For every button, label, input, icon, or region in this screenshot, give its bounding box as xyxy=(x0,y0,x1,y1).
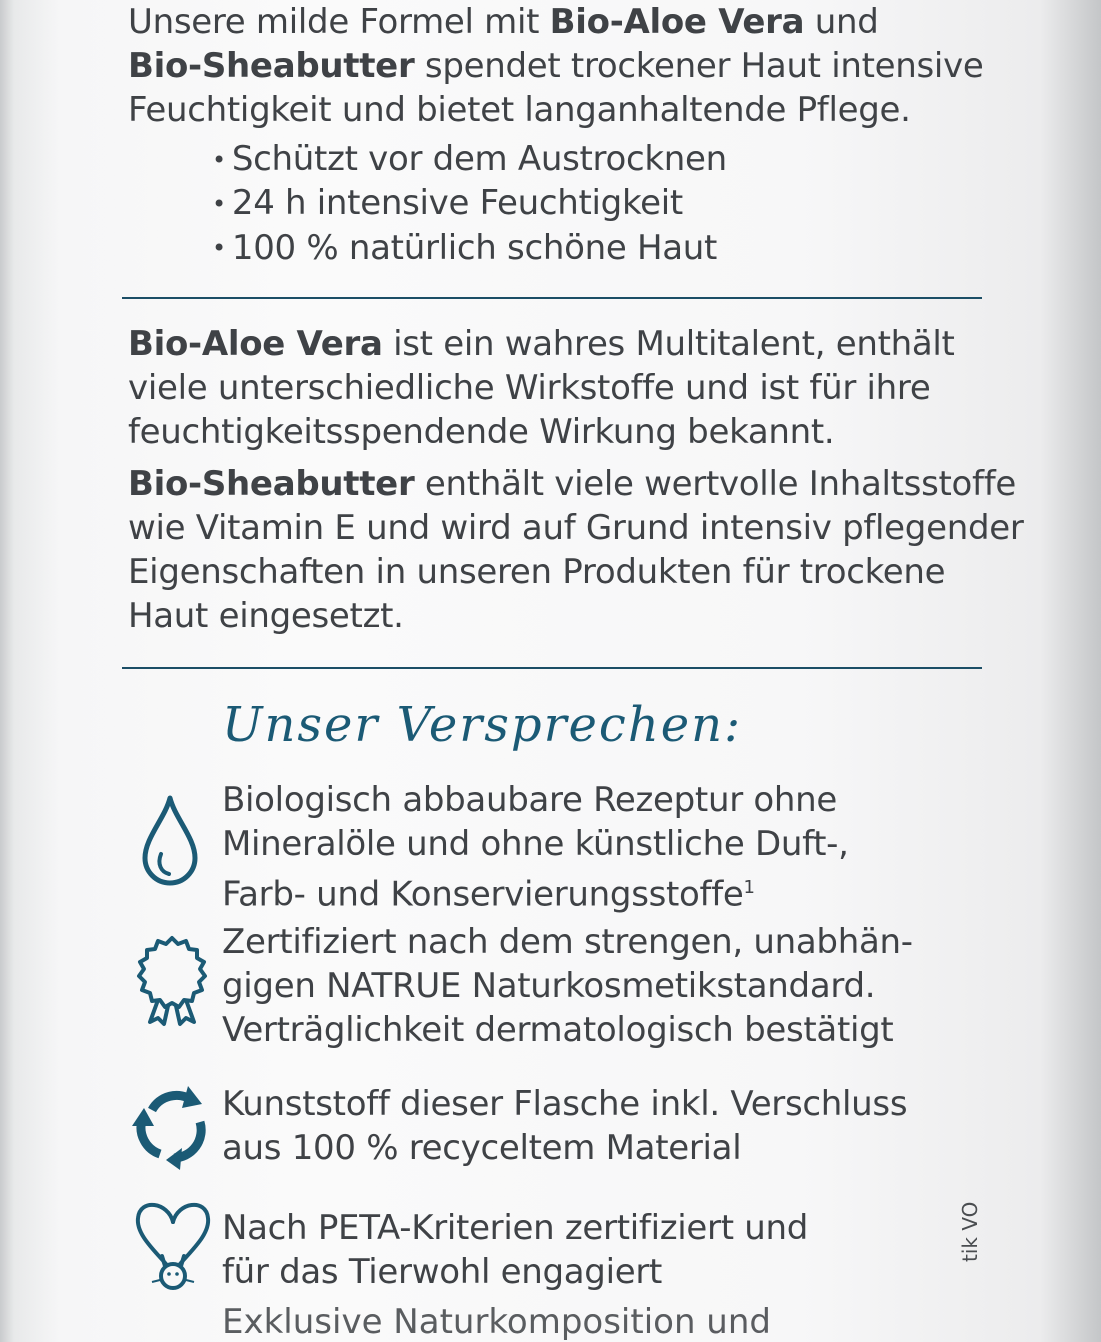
benefit-item: • Schützt vor dem Austrocknen xyxy=(212,139,727,179)
intro-line-2: Bio-Sheabutter spendet trockener Haut intensive xyxy=(128,46,984,86)
promise-item-3-line-2: aus 100 % recyceltem Material xyxy=(222,1128,742,1168)
sheabutter-highlight: Bio-Sheabutter xyxy=(128,46,415,86)
footnote-mark: 1 xyxy=(743,877,755,898)
intro-line-3: Feuchtigkeit und bietet langanhaltende Pflege. xyxy=(128,90,911,130)
promise-item-2-line-3: Verträglichkeit dermatologisch bestätigt xyxy=(222,1010,894,1050)
promise-item-1-line-2: Mineralöle und ohne künstliche Duft-, xyxy=(222,824,849,864)
promise-item-1-line-1: Biologisch abbaubare Rezeptur ohne xyxy=(222,780,838,820)
aloe-line-3: feuchtigkeitsspendende Wirkung bekannt. xyxy=(128,412,835,452)
shea-line-1: Bio-Sheabutter enthält viele wertvolle Inhaltsstoffe xyxy=(128,464,1016,504)
shea-line-4: Haut eingesetzt. xyxy=(128,596,404,636)
divider-top xyxy=(122,297,982,299)
water-drop-icon xyxy=(135,792,205,892)
promise-item-4-line-1: Nach PETA-Kriterien zertifiziert und xyxy=(222,1208,809,1248)
promise-item-5-cut-line: Exklusive Naturkomposition und xyxy=(222,1302,771,1342)
aloe-line-2: viele unterschiedliche Wirkstoffe und ist für ihre xyxy=(128,368,931,408)
shea-line-3: Eigenschaften in unseren Produkten für trockene xyxy=(128,552,946,592)
promise-item-3-line-1: Kunststoff dieser Flasche inkl. Verschluss xyxy=(222,1084,908,1124)
promise-item-2-line-2: gigen NATRUE Naturkosmetikstandard. xyxy=(222,966,876,1006)
intro-line-1: Unsere milde Formel mit Bio-Aloe Vera und xyxy=(128,2,879,42)
promise-heading: Unser Versprechen: xyxy=(222,697,743,753)
promise-item-2-line-1: Zertifiziert nach dem strengen, unabhän- xyxy=(222,922,913,962)
certificate-badge-icon xyxy=(134,934,210,1030)
benefit-item: • 24 h intensive Feuchtigkeit xyxy=(212,183,683,224)
benefit-item: • 100 % natürlich schöne Haut xyxy=(212,227,718,268)
heart-bunny-icon xyxy=(130,1194,216,1294)
side-note: tik VO xyxy=(958,1201,982,1262)
recycle-icon xyxy=(130,1080,214,1172)
aloe-line-1: Bio-Aloe Vera ist ein wahres Multitalent, enthält xyxy=(128,324,955,364)
shea-line-2: wie Vitamin E und wird auf Grund intensiv pflegender xyxy=(128,508,1024,548)
divider-bottom xyxy=(122,667,982,669)
aloe-vera-highlight: Bio-Aloe Vera xyxy=(549,2,805,42)
benefit-list xyxy=(212,138,727,271)
promise-item-4-line-2: für das Tierwohl engagiert xyxy=(222,1252,663,1292)
promise-item-1-line-3: Farb- und Konservierungsstoffe$^1$ xyxy=(222,874,755,915)
